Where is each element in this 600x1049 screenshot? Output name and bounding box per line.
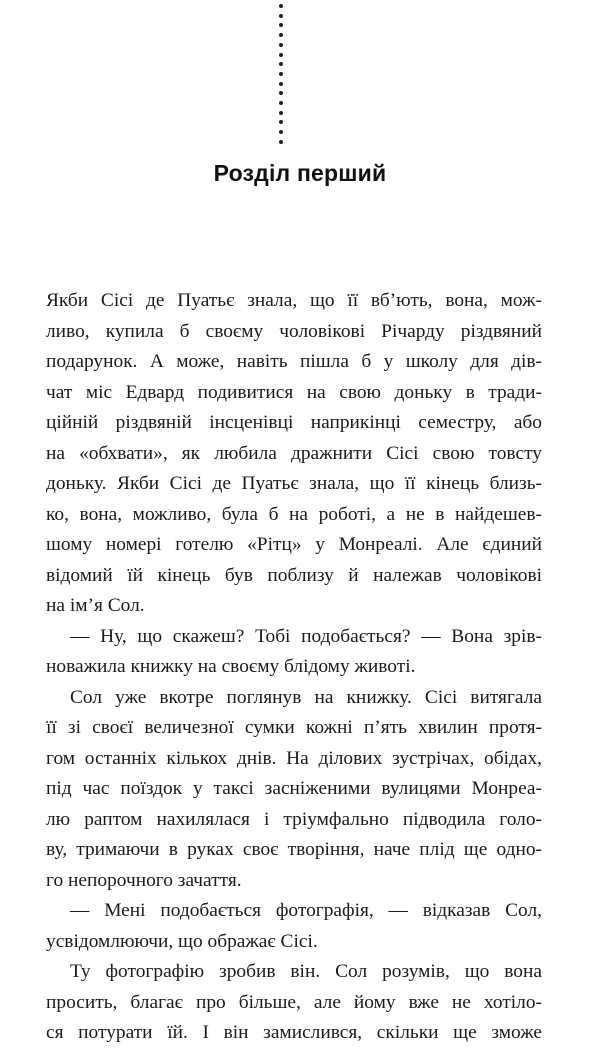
text-line: просить, благає про більше, але йому вже не хотіло- xyxy=(46,991,542,1013)
text-line: відомий їй кінець був поблизу й належав чоловікові xyxy=(46,564,542,586)
text-line: гом останніх кількох днів. На ділових зустрічах, обідах, xyxy=(46,747,542,769)
dot xyxy=(279,111,283,115)
text-line: ко, вона, можливо, була б на роботі, а не в найдешев- xyxy=(46,503,542,525)
body-text xyxy=(46,286,542,1049)
text-line: Сол уже вкотре поглянув на книжку. Сісі витягала xyxy=(70,686,542,708)
dot xyxy=(279,53,283,57)
text-line: доньку. Якби Сісі де Пуатьє знала, що її кінець близь- xyxy=(46,473,542,494)
dot xyxy=(279,43,283,47)
text-line: ся потурати їй. І він замислився, скільки ще зможе xyxy=(46,1022,542,1043)
text-line: на «обхвати», як любила дражнити Сісі свою товсту xyxy=(46,442,542,464)
text-line: під час поїздок у таксі засніженими вулицями Монреа- xyxy=(46,778,542,799)
dot xyxy=(279,72,283,76)
chapter-title: Розділ перший xyxy=(213,160,387,186)
text-line: шому номері готелю «Рітц» у Монреалі. Але єдиний xyxy=(46,534,542,555)
dot xyxy=(279,91,283,95)
dot xyxy=(279,120,283,124)
text-line: чат міс Едвард подивитися на свою доньку в тради- xyxy=(46,381,542,403)
text-line: Ту фотографію зробив він. Сол розумів, що вона xyxy=(70,961,542,982)
text-line: ливо, купила б своєму чоловікові Річарду різдвяний xyxy=(46,320,542,342)
text-line: усвідомлюючи, що ображає Сісі. xyxy=(46,930,318,952)
text-line: Якби Сісі де Пуатьє знала, що її вб’ють, вона, мож- xyxy=(46,290,542,311)
dot xyxy=(279,82,283,86)
text-line: ційній різдвяній інсценівці наприкінці семестру, або xyxy=(46,412,542,433)
dot xyxy=(279,62,283,66)
dot xyxy=(279,140,283,144)
text-line: го непорочного зачаття. xyxy=(46,869,242,891)
text-line: лю раптом нахилялася і тріумфально підводила голо- xyxy=(46,808,542,830)
dot xyxy=(279,33,283,37)
text-line: — Мені подобається фотографія, — відказав Сол, xyxy=(70,900,542,921)
text-line: ву, тримаючи в руках своє творіння, наче плід ще одно- xyxy=(46,839,542,860)
text-line: — Ну, що скажеш? Тобі подобається? — Вона зрів- xyxy=(70,625,542,647)
dot xyxy=(279,4,283,8)
dot xyxy=(279,130,283,134)
dot xyxy=(279,101,283,105)
text-line: новажила книжку на своєму блідому животі. xyxy=(46,656,416,677)
dot xyxy=(279,23,283,27)
text-line: подарунок. А може, навіть пішла б у школу для дів- xyxy=(46,351,542,372)
text-line: на ім’я Сол. xyxy=(46,595,145,616)
dot xyxy=(279,14,283,18)
text-line: її зі своєї величезної сумки кожні п’ять хвилин протя- xyxy=(46,717,542,738)
decorative-dotted-line xyxy=(278,4,284,144)
